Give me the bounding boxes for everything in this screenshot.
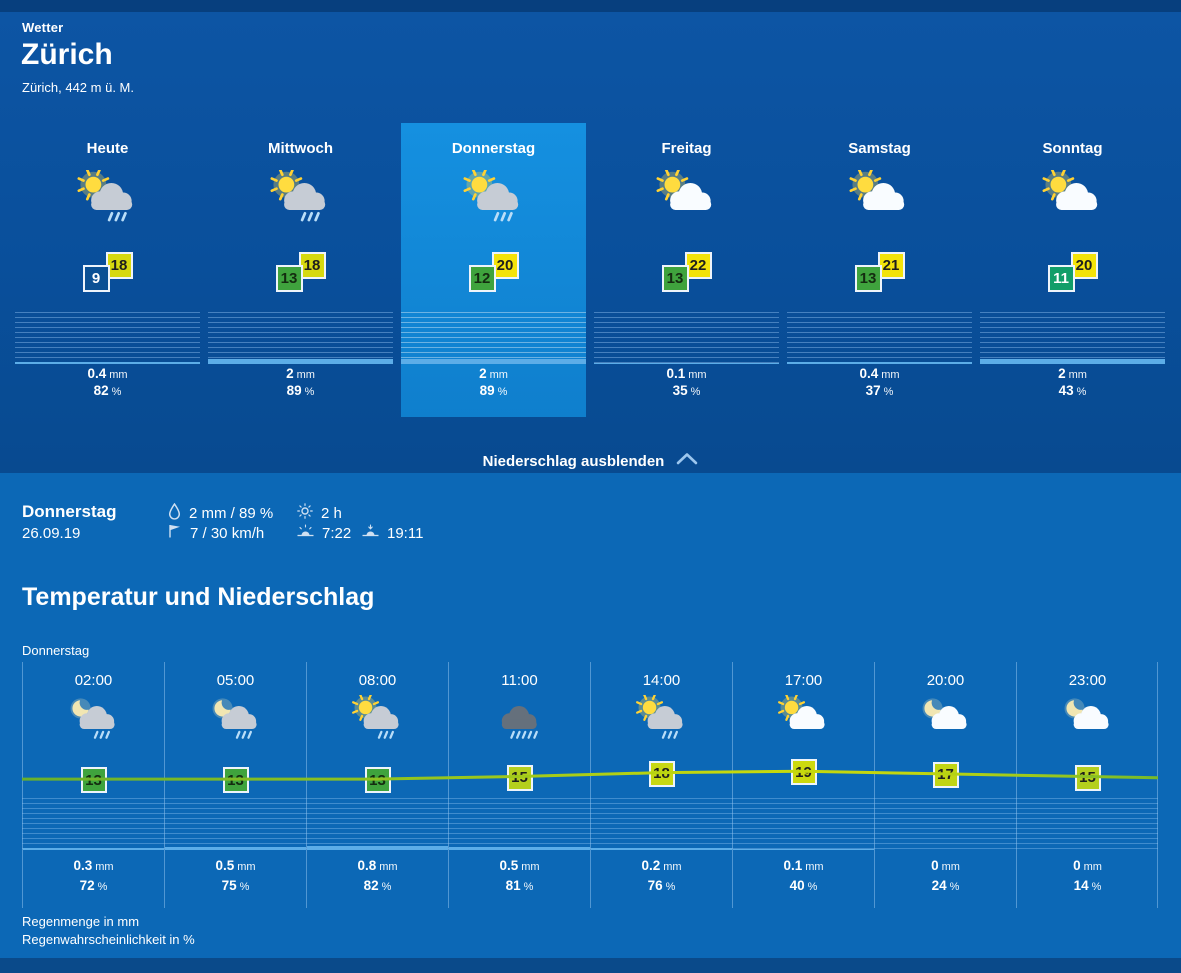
precip-amount: 0 mm	[1073, 858, 1102, 873]
temperature-badges	[83, 252, 133, 294]
sunrise-icon	[297, 524, 314, 542]
precip-amount: 0.4 mm	[87, 366, 128, 381]
max-temp-badge: 22	[685, 252, 712, 279]
max-temp-badge: 20	[1071, 252, 1098, 279]
stat-wind-value: 7 / 30 km/h	[190, 524, 265, 542]
precip-bar	[401, 359, 586, 364]
precipitation-toggle[interactable]	[0, 449, 1181, 473]
hour-label: 05:00	[216, 672, 255, 689]
precip-amount: 0.2 mm	[641, 858, 682, 873]
precip-bar	[980, 359, 1165, 364]
precip-amount: 0.1 mm	[783, 858, 824, 873]
precip-bar	[787, 362, 972, 364]
sun-icon	[297, 503, 313, 523]
precip-graph	[401, 312, 586, 364]
hour-label: 14:00	[642, 672, 681, 689]
precip-probability: 81 %	[505, 878, 534, 893]
precip-amount: 0.5 mm	[215, 858, 256, 873]
hour-column	[874, 662, 1016, 908]
cloud-rain-heavy-icon	[449, 694, 590, 742]
precip-amount: 0.4 mm	[859, 366, 900, 381]
chart-section-subtitle: Donnerstag	[22, 643, 90, 658]
precip-bar	[208, 359, 393, 364]
precip-graph	[15, 312, 200, 364]
detail-day: Donnerstag	[22, 502, 117, 521]
stat-wind	[167, 524, 264, 542]
precip-graph	[980, 312, 1165, 364]
precip-probability: 76 %	[647, 878, 676, 893]
chart-section-title: Temperatur und Niederschlag	[22, 583, 375, 611]
precip-amount: 0.5 mm	[499, 858, 540, 873]
hour-label: 20:00	[926, 672, 965, 689]
legend-rain-amount: Regenmenge in mm	[22, 914, 140, 929]
temp-badge: 13	[365, 767, 391, 793]
hour-label: 02:00	[74, 672, 113, 689]
hour-column	[1016, 662, 1158, 908]
hour-label: 23:00	[1068, 672, 1107, 689]
hour-label: 08:00	[358, 672, 397, 689]
precip-probability: 89 %	[286, 383, 315, 398]
sun-cloud-icon	[733, 694, 874, 742]
stat-precipitation	[168, 504, 273, 522]
precip-bar	[15, 362, 200, 364]
precip-amount: 0.8 mm	[357, 858, 398, 873]
precip-bar	[449, 847, 590, 850]
sun-cloud-rain-icon	[208, 170, 393, 224]
day-column[interactable]	[594, 123, 779, 417]
precip-amount: 0.1 mm	[666, 366, 707, 381]
max-temp-badge: 18	[106, 252, 133, 279]
precipitation-toggle-label: Niederschlag ausblenden	[482, 452, 665, 470]
sun-cloud-rain-icon	[307, 694, 448, 742]
temperature-badges	[662, 252, 712, 294]
day-name: Donnerstag	[451, 140, 536, 157]
precip-bar	[594, 363, 779, 364]
windsock-icon	[167, 523, 182, 543]
bottom-window-strip	[0, 958, 1181, 973]
day-name: Freitag	[661, 140, 712, 157]
stat-sunset	[362, 524, 423, 542]
day-name: Sonntag	[1042, 140, 1103, 157]
day-name: Samstag	[848, 140, 911, 157]
detail-section	[0, 473, 1181, 973]
precip-bar	[307, 846, 448, 850]
min-temp-badge: 13	[855, 265, 882, 292]
max-temp-badge: 21	[878, 252, 905, 279]
precip-graph	[208, 312, 393, 364]
sun-cloud-icon	[594, 170, 779, 224]
chevron-up-icon	[676, 452, 698, 470]
precip-graph	[787, 312, 972, 364]
min-temp-badge: 13	[662, 265, 689, 292]
stat-sunrise-value: 7:22	[322, 524, 352, 542]
temp-badge: 13	[223, 767, 249, 793]
temp-badge: 15	[507, 765, 533, 791]
day-column[interactable]	[787, 123, 972, 417]
hourly-chart	[22, 662, 1158, 908]
precip-probability: 24 %	[931, 878, 960, 893]
precip-graph	[594, 312, 779, 364]
hour-column	[306, 662, 448, 908]
precip-probability: 82 %	[363, 878, 392, 893]
sun-cloud-icon	[980, 170, 1165, 224]
precip-probability: 72 %	[79, 878, 108, 893]
precip-bar	[591, 848, 732, 850]
precip-bar	[165, 847, 306, 850]
precip-bar	[733, 849, 874, 850]
page-subtitle: Zürich, 442 m ü. M.	[22, 80, 134, 95]
stat-sunset-value: 19:11	[387, 524, 424, 542]
precip-probability: 43 %	[1058, 383, 1087, 398]
precip-probability: 40 %	[789, 878, 818, 893]
precip-bar	[23, 848, 164, 850]
hour-column	[164, 662, 306, 908]
precip-amount: 2 mm	[1058, 366, 1087, 381]
sun-cloud-icon	[787, 170, 972, 224]
moon-cloud-rain-icon	[165, 694, 306, 742]
hour-column	[22, 662, 164, 908]
stat-sun-hours	[297, 504, 342, 522]
day-column[interactable]	[401, 123, 586, 417]
day-column[interactable]	[208, 123, 393, 417]
day-column[interactable]	[980, 123, 1165, 417]
min-temp-badge: 11	[1048, 265, 1075, 292]
forecast-section	[0, 12, 1181, 473]
detail-date: 26.09.19	[22, 525, 81, 542]
hour-label: 17:00	[784, 672, 823, 689]
stat-sun-hours-value: 2 h	[321, 504, 342, 522]
precip-amount: 0.3 mm	[73, 858, 114, 873]
precip-probability: 14 %	[1073, 878, 1102, 893]
temp-badge: 15	[1075, 765, 1101, 791]
stat-sunrise	[297, 524, 351, 542]
sun-cloud-rain-icon	[15, 170, 200, 224]
sun-cloud-rain-icon	[401, 170, 586, 224]
temperature-badges	[469, 252, 519, 294]
day-column[interactable]	[15, 123, 200, 417]
top-window-strip	[0, 0, 1181, 12]
day-columns	[15, 123, 1165, 417]
temp-badge: 19	[791, 759, 817, 785]
moon-cloud-rain-icon	[23, 694, 164, 742]
precip-amount: 0 mm	[931, 858, 960, 873]
hour-columns	[22, 662, 1158, 908]
sun-cloud-rain-icon	[591, 694, 732, 742]
moon-cloud-icon	[875, 694, 1016, 742]
temp-badge: 17	[933, 762, 959, 788]
precip-probability: 35 %	[672, 383, 701, 398]
moon-cloud-icon	[1017, 694, 1158, 742]
hour-column	[732, 662, 874, 908]
temp-badge: 18	[649, 761, 675, 787]
droplet-icon	[168, 503, 181, 524]
day-name: Mittwoch	[268, 140, 333, 157]
temperature-badges	[276, 252, 326, 294]
min-temp-badge: 9	[83, 265, 110, 292]
day-name: Heute	[86, 140, 129, 157]
page-title: Zürich	[21, 38, 113, 71]
temperature-badges	[855, 252, 905, 294]
max-temp-badge: 18	[299, 252, 326, 279]
precip-amount: 2 mm	[479, 366, 508, 381]
sunset-icon	[362, 524, 379, 542]
chart-legend	[22, 913, 195, 949]
precip-probability: 75 %	[221, 878, 250, 893]
temperature-badges	[1048, 252, 1098, 294]
hour-column	[448, 662, 590, 908]
precip-probability: 37 %	[865, 383, 894, 398]
stat-precipitation-value: 2 mm / 89 %	[189, 504, 274, 522]
temp-badge: 13	[81, 767, 107, 793]
max-temp-badge: 20	[492, 252, 519, 279]
legend-rain-probability: Regenwahrscheinlichkeit in %	[22, 932, 195, 947]
hour-column	[590, 662, 732, 908]
min-temp-badge: 12	[469, 265, 496, 292]
precip-probability: 89 %	[479, 383, 508, 398]
section-eyebrow: Wetter	[22, 20, 64, 35]
precip-amount: 2 mm	[286, 366, 315, 381]
precip-probability: 82 %	[93, 383, 122, 398]
hour-label: 11:00	[501, 672, 538, 689]
min-temp-badge: 13	[276, 265, 303, 292]
